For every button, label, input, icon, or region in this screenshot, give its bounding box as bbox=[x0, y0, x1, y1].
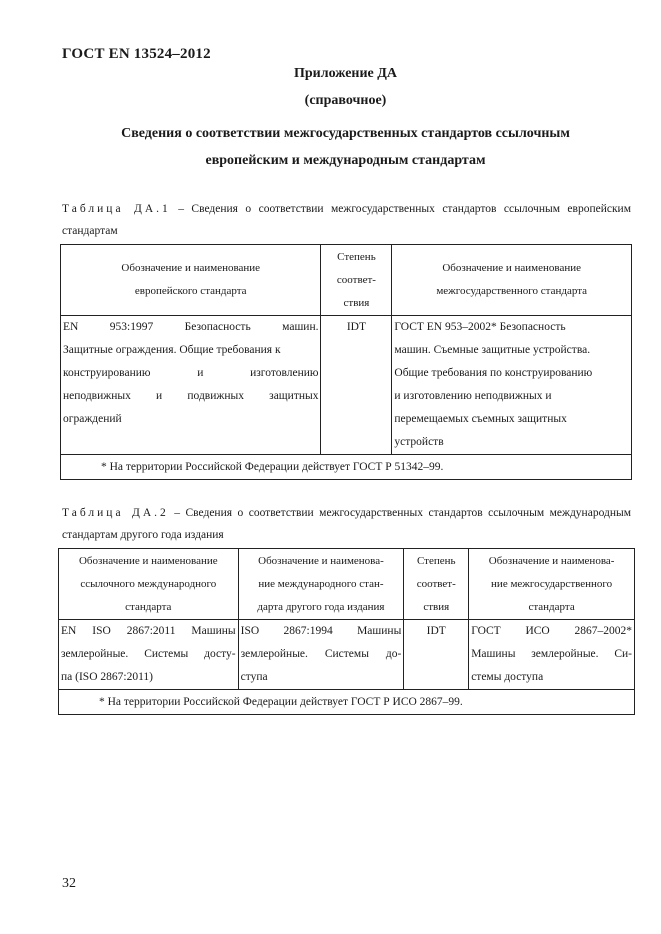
table1 bbox=[60, 244, 632, 480]
table2-header-degree bbox=[404, 549, 469, 620]
header-line: Обозначение и наименование bbox=[442, 262, 582, 274]
table1-footnote-row bbox=[61, 455, 632, 480]
header-line: ствия bbox=[423, 600, 450, 613]
table1-cell-degree: IDT bbox=[321, 316, 392, 455]
page-number: 32 bbox=[62, 876, 76, 891]
cell-line: ограждений bbox=[63, 413, 122, 425]
table2-caption-text: – Сведения о соответствии межгосударственных стандартов ссылочным международным стандартам другого года издания bbox=[62, 507, 631, 541]
table2-caption-label: Таблица ДА.2 bbox=[62, 507, 169, 519]
cell-line: и изготовлению неподвижных и bbox=[394, 390, 552, 402]
header-line: стандарта bbox=[125, 600, 172, 613]
header-line: Обозначение и наименова- bbox=[258, 554, 384, 567]
header-line: дарта другого года издания bbox=[257, 600, 385, 613]
document-designation: ГОСТ EN 13524–2012 bbox=[62, 46, 211, 62]
header-line: соответ- bbox=[336, 273, 376, 286]
table1-caption-label: Таблица ДА.1 bbox=[62, 203, 171, 215]
annex-title: Приложение ДА bbox=[293, 66, 398, 81]
header-line: соответ- bbox=[416, 577, 456, 590]
header-line: ссылочного международного bbox=[80, 577, 217, 590]
cell-line: Машины землеройные. Си- bbox=[471, 648, 632, 660]
cell-line: конструированию и изготовлению bbox=[63, 367, 319, 379]
header-line: межгосударственного стандарта bbox=[436, 285, 588, 297]
cell-line: ГОСТ ИСО 2867–2002* bbox=[471, 625, 632, 637]
cell-line: Общие требования по конструированию bbox=[394, 367, 593, 379]
header-line: Степень bbox=[337, 250, 376, 263]
cell-line: Защитные ограждения. Общие требования к bbox=[63, 344, 281, 356]
header-line: Степень bbox=[416, 554, 456, 567]
cell-line: ГОСТ EN 953–2002* Безопасность bbox=[394, 321, 566, 333]
cell-line: ступа bbox=[240, 671, 268, 683]
table2-cell-reference bbox=[59, 620, 239, 690]
header-line: европейского стандарта bbox=[134, 285, 247, 297]
header-line: ние международного стан- bbox=[258, 577, 384, 590]
table-row bbox=[61, 316, 632, 455]
header-line: стандарта bbox=[528, 600, 575, 613]
table2-header-row bbox=[59, 549, 635, 620]
annex-heading bbox=[40, 120, 651, 174]
table2-footnote: * На территории Российской Федерации действует ГОСТ Р ИСО 2867–99. bbox=[59, 690, 635, 715]
header-line: ние межгосударственного bbox=[491, 577, 613, 590]
table2-caption bbox=[62, 502, 631, 546]
table1-caption-text: – Сведения о соответствии межгосударственных стандартов ссылочным европейским стандартам bbox=[62, 203, 631, 237]
table2-cell-interstate bbox=[469, 620, 635, 690]
table1-cell-interstate bbox=[392, 316, 632, 455]
table2-cell-degree: IDT bbox=[404, 620, 469, 690]
cell-line: землеройные. Системы до- bbox=[240, 648, 402, 660]
table2-header-international bbox=[238, 549, 404, 620]
table1-header-interstate bbox=[392, 245, 632, 316]
table2-header-reference bbox=[59, 549, 239, 620]
table1-caption bbox=[62, 198, 631, 242]
cell-line: ISO 2867:1994 Машины bbox=[240, 625, 402, 637]
table1-header-european bbox=[61, 245, 321, 316]
cell-line: па (ISO 2867:2011) bbox=[61, 671, 153, 683]
cell-line: машин. Съемные защитные устройства. bbox=[394, 344, 591, 356]
header-line: Обозначение и наименование bbox=[121, 262, 261, 274]
table1-footnote: * На территории Российской Федерации действует ГОСТ Р 51342–99. bbox=[61, 455, 632, 480]
table2 bbox=[58, 548, 635, 715]
table1-header-row bbox=[61, 245, 632, 316]
table2-footnote-row bbox=[59, 690, 635, 715]
header-line: Обозначение и наименова- bbox=[488, 554, 615, 567]
cell-line: землеройные. Системы досту- bbox=[61, 648, 236, 660]
annex-heading-line-1: Сведения о соответствии межгосударственных стандартов ссылочным bbox=[121, 126, 570, 141]
cell-line: EN 953:1997 Безопасность машин. bbox=[63, 321, 319, 333]
table1-cell-european bbox=[61, 316, 321, 455]
cell-line: EN ISO 2867:2011 Машины bbox=[61, 625, 236, 637]
cell-line: устройств bbox=[394, 436, 444, 448]
annex-heading-line-2: европейским и международным стандартам bbox=[205, 153, 486, 168]
annex-subtitle: (справочное) bbox=[304, 93, 387, 108]
cell-line: стемы доступа bbox=[471, 671, 544, 683]
table1-header-degree bbox=[321, 245, 392, 316]
header-line: Обозначение и наименование bbox=[78, 554, 218, 567]
cell-line: перемещаемых съемных защитных bbox=[394, 413, 567, 425]
table-row bbox=[59, 620, 635, 690]
cell-line: неподвижных и подвижных защитных bbox=[63, 390, 319, 402]
table2-header-interstate bbox=[469, 549, 635, 620]
header-line: ствия bbox=[343, 296, 370, 309]
table2-cell-international bbox=[238, 620, 404, 690]
